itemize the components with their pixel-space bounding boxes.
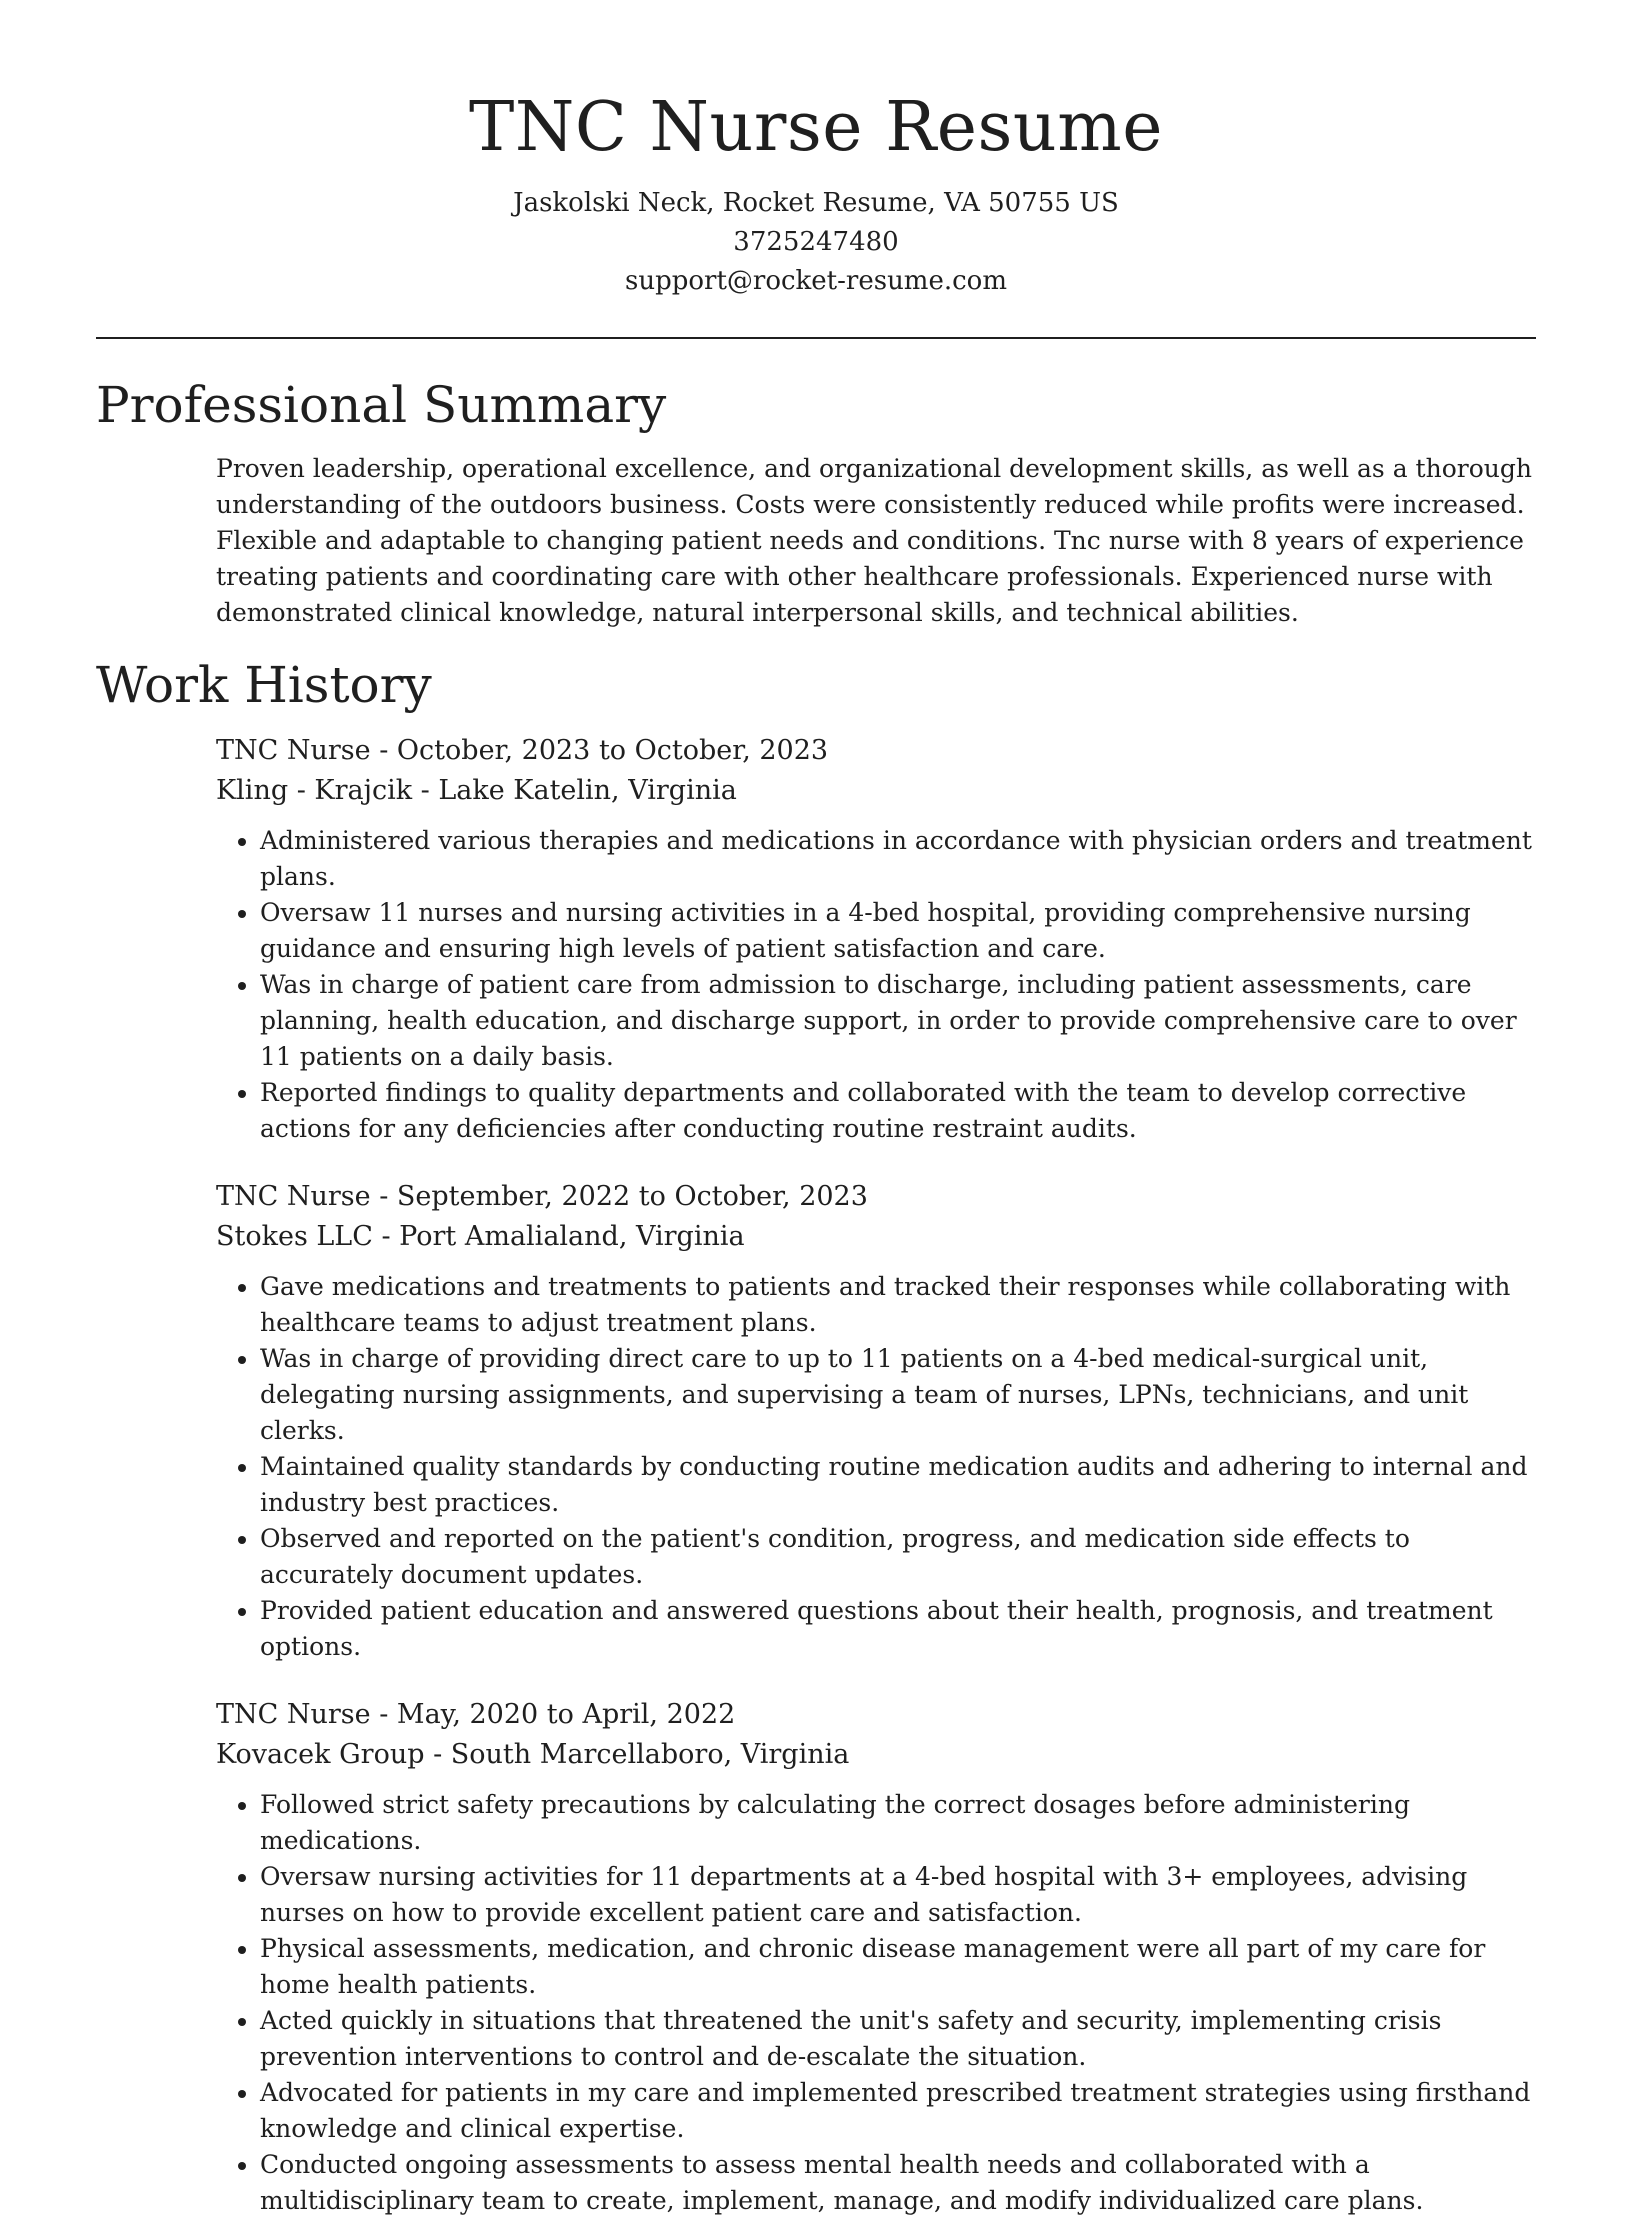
summary-section-title: Professional Summary: [96, 376, 667, 434]
job-bullet: • Oversaw nursing activities for 11 departments at a 4-bed hospital with 3+ employees, advising nurses on how to provide excellent patient care and satisfaction.: [260, 1859, 1546, 1931]
contact-email[interactable]: support@rocket-resume.com: [624, 266, 1007, 296]
resume-page: [96, 0, 1536, 2219]
job-bullet: • Provided patient education and answered questions about their health, prognosis, and treatment options.: [260, 1593, 1546, 1665]
work-history-section-title: Work History: [96, 656, 432, 714]
job-bullet: • Gave medications and treatments to patients and tracked their responses while collaborating with healthcare teams to adjust treatment plans.: [260, 1269, 1546, 1341]
job-role-dates: TNC Nurse - May, 2020 to April, 2022: [216, 1699, 736, 1730]
job-bullet-list: [216, 823, 1546, 1147]
job-bullet-list: [216, 1269, 1546, 1665]
job-company-location: Kovacek Group - South Marcellaboro, Virginia: [216, 1739, 850, 1770]
job-bullet-list: [216, 1787, 1546, 2219]
job-role-dates: TNC Nurse - September, 2022 to October, 2023: [216, 1181, 868, 1212]
job-bullet: • Was in charge of patient care from admission to discharge, including patient assessments, care planning, health education, and discharge support, in order to provide comprehensive care to over 11 patients on a daily basis.: [260, 967, 1546, 1075]
contact-block: [96, 184, 1536, 301]
summary-text: Proven leadership, operational excellence, and organizational development skills, as well as a thorough understanding of the outdoors business. Costs were consistently reduced while profits were increased. Flexible and adaptable to changing patient needs and conditions. Tnc nurse with 8 years of experience treating patients and coordinating care with other healthcare professionals. Experienced nurse with demonstrated clinical knowledge, natural interpersonal skills, and technical abilities.: [216, 454, 1532, 627]
job-company-location: Stokes LLC - Port Amalialand, Virginia: [216, 1221, 745, 1252]
job-bullet: • Followed strict safety precautions by calculating the correct dosages before administering medications.: [260, 1787, 1546, 1859]
header-divider: [96, 337, 1536, 339]
job-bullet: • Administered various therapies and medications in accordance with physician orders and treatment plans.: [260, 823, 1546, 895]
work-history-list: [96, 731, 1536, 2219]
job-entry: [216, 1695, 1546, 2219]
job-bullet: • Physical assessments, medication, and chronic disease management were all part of my care for home health patients.: [260, 1931, 1546, 2003]
job-company-location: Kling - Krajcik - Lake Katelin, Virginia: [216, 775, 737, 806]
job-bullet: • Conducted ongoing assessments to assess mental health needs and collaborated with a multidisciplinary team to create, implement, manage, and modify individualized care plans.: [260, 2147, 1546, 2219]
job-entry: [216, 1177, 1546, 1665]
job-bullet: • Observed and reported on the patient's condition, progress, and medication side effects to accurately document updates.: [260, 1521, 1546, 1593]
job-role-dates: TNC Nurse - October, 2023 to October, 2023: [216, 735, 829, 766]
job-bullet: • Was in charge of providing direct care to up to 11 patients on a 4-bed medical-surgical unit, delegating nursing assignments, and supervising a team of nurses, LPNs, technicians, and unit clerks.: [260, 1341, 1546, 1449]
job-entry: [216, 731, 1546, 1147]
contact-phone: 3725247480: [733, 227, 899, 257]
resume-header: [96, 0, 1536, 301]
job-bullet: • Oversaw 11 nurses and nursing activities in a 4-bed hospital, providing comprehensive nursing guidance and ensuring high levels of patient satisfaction and care.: [260, 895, 1546, 967]
contact-address: Jaskolski Neck, Rocket Resume, VA 50755 US: [513, 188, 1119, 218]
job-bullet: • Reported findings to quality departments and collaborated with the team to develop corrective actions for any deficiencies after conducting routine restraint audits.: [260, 1075, 1546, 1147]
job-bullet: • Acted quickly in situations that threatened the unit's safety and security, implementing crisis prevention interventions to control and de-escalate the situation.: [260, 2003, 1546, 2075]
job-bullet: • Maintained quality standards by conducting routine medication audits and adhering to internal and industry best practices.: [260, 1449, 1546, 1521]
resume-title: TNC Nurse Resume: [469, 88, 1163, 167]
job-bullet: • Advocated for patients in my care and implemented prescribed treatment strategies using firsthand knowledge and clinical expertise.: [260, 2075, 1546, 2147]
